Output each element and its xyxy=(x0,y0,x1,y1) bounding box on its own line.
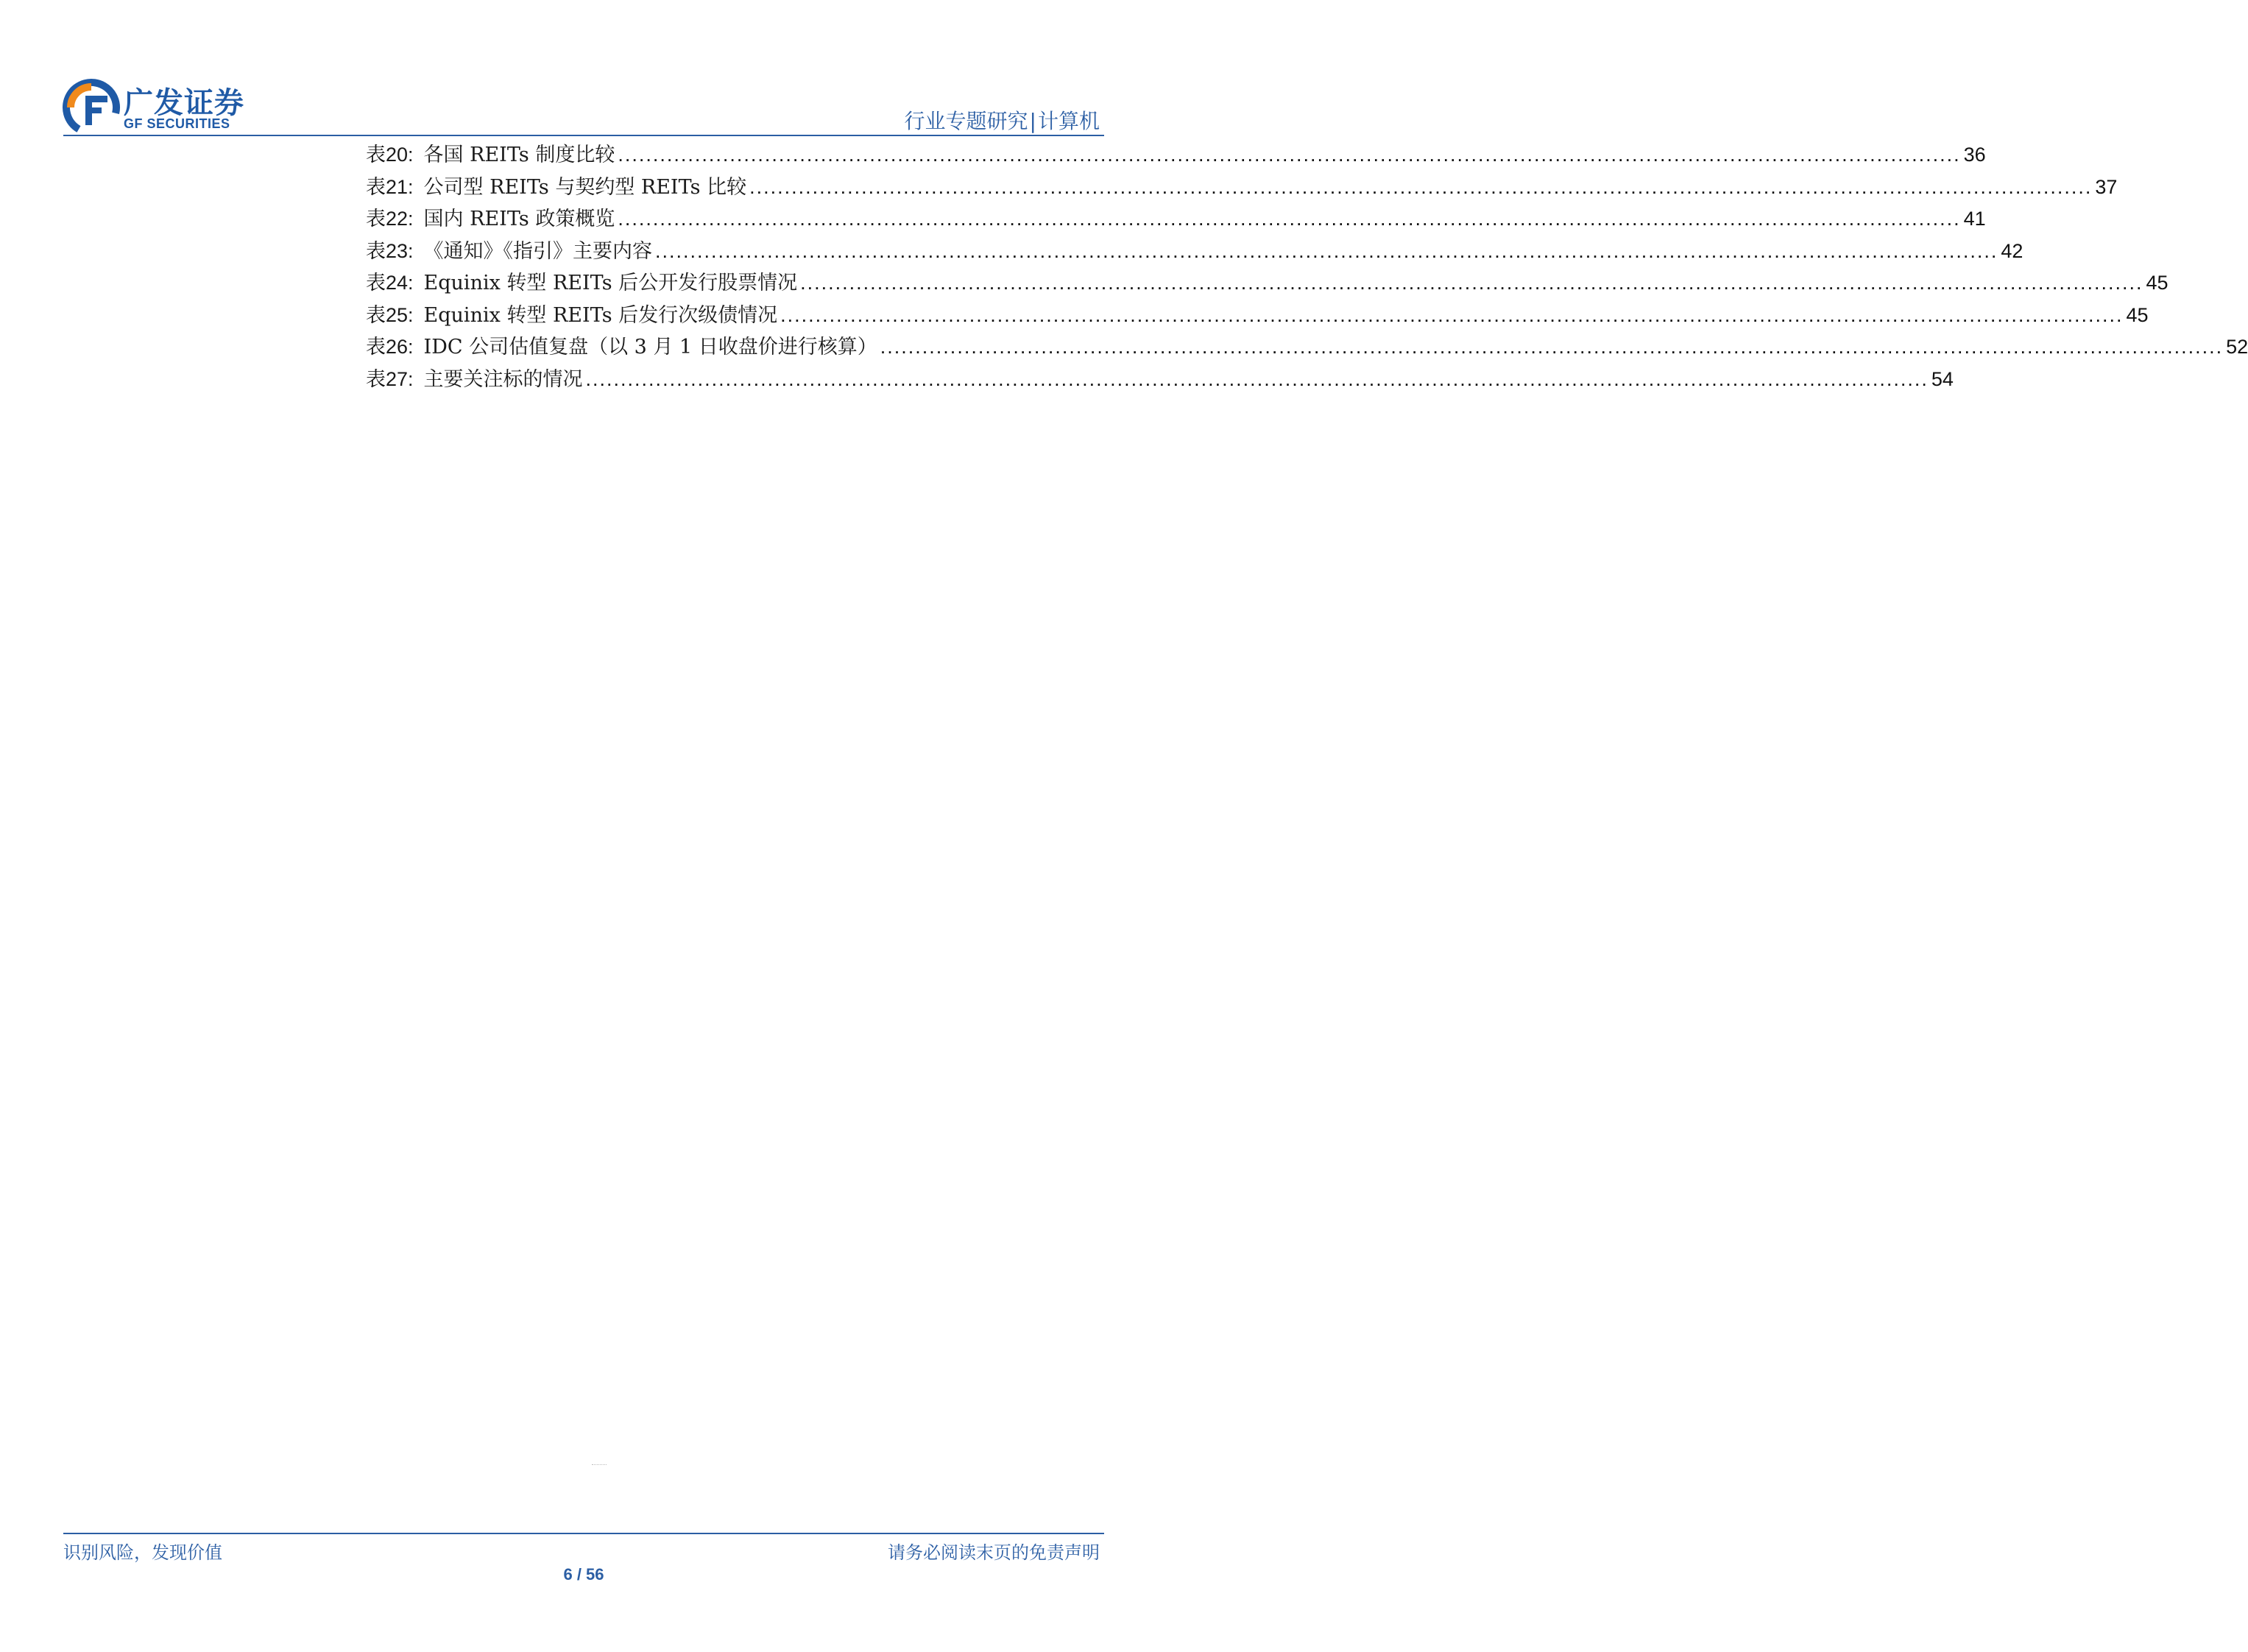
toc-label: 表 xyxy=(366,303,386,327)
toc-page-number: 45 xyxy=(2146,272,2169,294)
company-logo xyxy=(63,80,256,135)
toc-leader-dots: ................................................................................................................................................................................................ xyxy=(655,239,1998,262)
footer-slogan: 识别风险，发现价值 xyxy=(63,1542,222,1563)
toc-entry[interactable] xyxy=(366,172,2118,204)
toc-leader-dots: ................................................................................................................................................................................................ xyxy=(880,336,2224,358)
toc-label: 表 xyxy=(366,272,386,294)
table-of-contents xyxy=(366,139,2248,395)
toc-page-number: 37 xyxy=(2095,175,2118,198)
toc-label: 表 xyxy=(366,175,386,199)
toc-label: 表 xyxy=(366,144,386,166)
toc-title: 《通知》《指引》主要内容 xyxy=(423,239,653,263)
toc-label: 表 xyxy=(366,367,386,391)
toc-entry[interactable] xyxy=(366,139,1986,172)
header-divider xyxy=(63,135,1104,136)
toc-leader-dots: ................................................................................................................................................................................................ xyxy=(800,272,2143,294)
toc-page-number: 45 xyxy=(2126,303,2149,326)
toc-number: 22: xyxy=(386,208,414,230)
toc-entry[interactable] xyxy=(366,331,2248,364)
toc-title: 国内 REITs 政策概览 xyxy=(423,208,615,230)
toc-page-number: 42 xyxy=(2001,239,2023,262)
page-number: 6 / 56 xyxy=(563,1565,604,1584)
toc-leader-dots: ................................................................................................................................................................................................ xyxy=(749,175,2093,198)
toc-title: Equinix 转型 REITs 后发行次级债情况 xyxy=(423,303,778,327)
toc-number: 23: xyxy=(386,239,414,262)
footer-divider xyxy=(63,1533,1104,1534)
toc-page-number: 41 xyxy=(1963,208,1986,230)
toc-entry[interactable] xyxy=(366,203,1986,236)
toc-title: 各国 REITs 制度比较 xyxy=(423,144,615,166)
toc-number: 27: xyxy=(386,367,414,390)
toc-title: Equinix 转型 REITs 后公开发行股票情况 xyxy=(423,272,798,294)
toc-entry[interactable] xyxy=(366,236,2023,268)
toc-label: 表 xyxy=(366,336,386,359)
toc-title: 公司型 REITs 与契约型 REITs 比较 xyxy=(423,175,747,199)
logo-text-en: GF SECURITIES xyxy=(124,116,230,131)
toc-entry[interactable] xyxy=(366,300,2149,332)
toc-leader-dots: ................................................................................................................................................................................................ xyxy=(780,303,2124,326)
toc-leader-dots: ................................................................................................................................................................................................ xyxy=(585,367,1929,390)
toc-title: 主要关注标的情况 xyxy=(423,367,583,391)
page-mark xyxy=(592,1464,607,1468)
toc-title: IDC 公司估值复盘（以 3 月 1 日收盘价进行核算） xyxy=(423,336,877,359)
toc-label: 表 xyxy=(366,239,386,263)
toc-number: 26: xyxy=(386,336,414,358)
toc-page-number: 54 xyxy=(1931,367,1954,390)
toc-number: 25: xyxy=(386,303,414,326)
toc-number: 20: xyxy=(386,144,414,166)
footer-disclaimer[interactable]: 请务必阅读末页的免责声明 xyxy=(888,1542,1100,1563)
toc-number: 24: xyxy=(386,272,414,294)
header-separator: | xyxy=(1029,109,1036,133)
toc-entry[interactable] xyxy=(366,267,2169,300)
toc-entry[interactable] xyxy=(366,364,1954,396)
logo-text-cn: 广发证券 xyxy=(124,86,244,120)
report-category xyxy=(905,105,1100,135)
toc-page-number: 52 xyxy=(2226,336,2248,358)
toc-leader-dots: ................................................................................................................................................................................................ xyxy=(618,208,1961,230)
toc-page-number: 36 xyxy=(1963,144,1986,166)
toc-label: 表 xyxy=(366,208,386,230)
toc-number: 21: xyxy=(386,175,414,198)
report-type: 行业专题研究 xyxy=(904,109,1028,133)
report-sector: 计算机 xyxy=(1037,109,1100,133)
toc-leader-dots: ................................................................................................................................................................................................ xyxy=(618,144,1961,166)
gf-logo-icon xyxy=(63,80,119,135)
